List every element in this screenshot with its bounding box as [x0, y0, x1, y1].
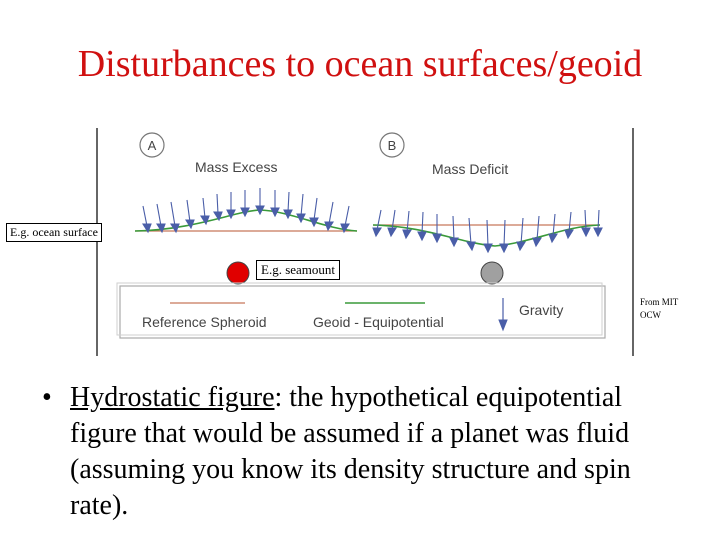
panel-b-title: Mass Deficit — [432, 161, 509, 177]
bullet-text — [70, 380, 670, 524]
slide-title: Disturbances to ocean surfaces/geoid — [77, 43, 643, 85]
panel-a-title: Mass Excess — [195, 159, 278, 175]
seamount-label: E.g. seamount — [256, 260, 340, 280]
ocean-surface-label: E.g. ocean surface — [6, 223, 102, 242]
panel-a-badge-label: A — [147, 138, 157, 153]
panel-a — [135, 133, 357, 232]
legend-geoid-label: Geoid - Equipotential — [313, 314, 444, 330]
legend-gravity-label: Gravity — [519, 302, 564, 318]
legend-reference-label: Reference Spheroid — [142, 314, 267, 330]
mass-excess-marker — [227, 262, 249, 284]
panel-b-gravity-arrows — [373, 210, 602, 252]
bullet-term: Hydrostatic figure — [70, 382, 275, 413]
bullet-definition: : the hypothetical equipotential figure that would be assumed if a planet was fluid (assuming you know its density structure and spin rate). — [70, 382, 631, 521]
panel-a-gravity-arrows — [143, 188, 349, 232]
panel-b — [373, 133, 602, 252]
geoid-diagram — [95, 128, 640, 358]
panel-b-badge-label: B — [387, 138, 397, 153]
source-credit: From MIT OCW — [640, 297, 679, 320]
legend-box — [117, 283, 605, 338]
mass-deficit-marker — [481, 262, 503, 284]
bullet-symbol: • — [42, 382, 52, 413]
